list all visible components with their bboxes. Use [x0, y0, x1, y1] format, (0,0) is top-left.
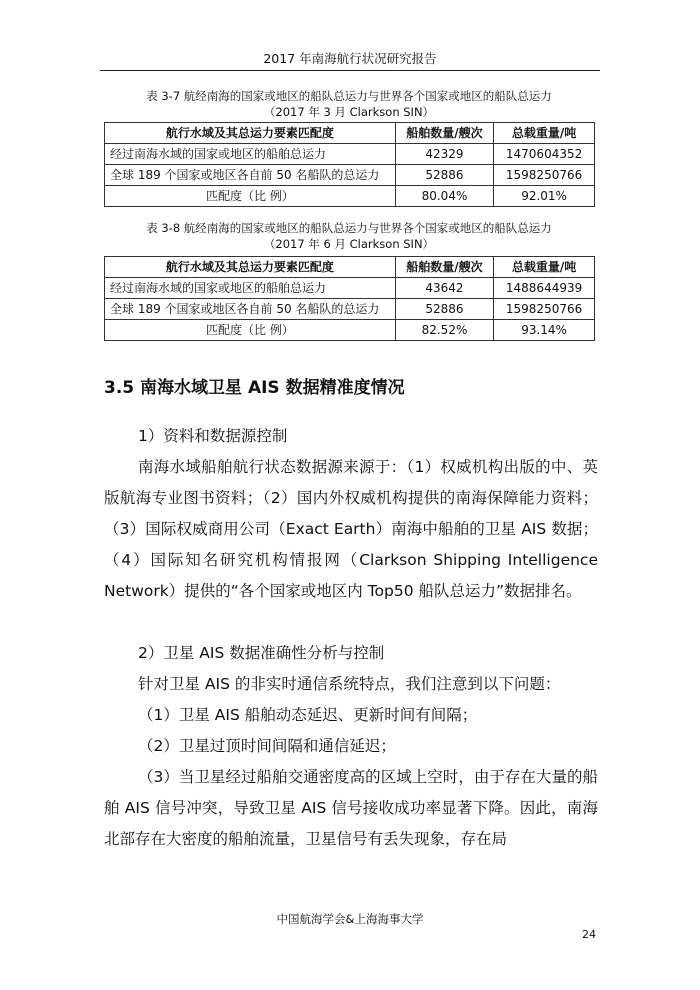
table-cell: 1598250766: [494, 165, 595, 186]
table-header-cell: 航行水域及其总运力要素匹配度: [105, 123, 396, 144]
table2-caption: 表 3-8 航经南海的国家或地区的船队总运力与世界各个国家或地区的船队总运力: [146, 221, 552, 235]
table-cell: 1470604352: [494, 144, 595, 165]
table2-subcaption: （2017 年 6 月 Clarkson SIN）: [263, 237, 435, 251]
subheading-data-source: 1）资料和数据源控制: [138, 427, 288, 445]
table-header-cell: 船舶数量/艘次: [395, 123, 493, 144]
table-cell: 匹配度（比 例）: [105, 186, 396, 207]
table-cell: 42329: [395, 144, 493, 165]
table-header-cell: 航行水域及其总运力要素匹配度: [105, 257, 396, 278]
table-cell: 93.14%: [494, 320, 595, 341]
table-row: [105, 320, 595, 341]
list-item: （3）当卫星经过船舶交通密度高的区域上空时，由于存在大量的船舶 AIS 信号冲突，导致卫星 AIS 信号接收成功率显著下降。因此，南海北部存在大密度的船舶流量，卫星信号有丢失现象，存在局: [104, 768, 598, 848]
table1-subcaption: （2017 年 3 月 Clarkson SIN）: [263, 105, 435, 119]
table-cell: 全球 189 个国家或地区各自前 50 名船队的总运力: [105, 165, 396, 186]
page-number: 24: [582, 928, 596, 941]
table-cell: 经过南海水域的国家或地区的船舶总运力: [105, 144, 396, 165]
table-row: [105, 186, 595, 207]
page-footer: 中国航海学会&上海海事大学: [276, 912, 424, 926]
page-header: 2017 年南海航行状况研究报告: [100, 50, 600, 71]
table-header-cell: 总载重量/吨: [494, 123, 595, 144]
section-heading: 3.5 南海水域卫星 AIS 数据精准度情况: [104, 378, 405, 398]
list-item: （1）卫星 AIS 船舶动态延迟、更新时间有间隔；: [138, 706, 478, 724]
table-row: [105, 144, 595, 165]
table-cell: 全球 189 个国家或地区各自前 50 名船队的总运力: [105, 299, 396, 320]
body-paragraph: 针对卫星 AIS 的非实时通信系统特点，我们注意到以下问题：: [138, 675, 561, 693]
table-cell: 匹配度（比 例）: [105, 320, 396, 341]
table-header-cell: 总载重量/吨: [494, 257, 595, 278]
table-row: [105, 165, 595, 186]
table1-caption: 表 3-7 航经南海的国家或地区的船队总运力与世界各个国家或地区的船队总运力: [146, 89, 552, 103]
table-header-row: [105, 123, 595, 144]
table2: [104, 256, 595, 341]
table-row: [105, 278, 595, 299]
table-header-row: [105, 257, 595, 278]
table-header-cell: 船舶数量/艘次: [395, 257, 493, 278]
table-cell: 80.04%: [395, 186, 493, 207]
table-cell: 1488644939: [494, 278, 595, 299]
table-cell: 1598250766: [494, 299, 595, 320]
table-cell: 52886: [395, 165, 493, 186]
table-cell: 43642: [395, 278, 493, 299]
list-item: （2）卫星过顶时间间隔和通信延迟；: [138, 737, 396, 755]
table-cell: 52886: [395, 299, 493, 320]
subheading-ais-accuracy: 2）卫星 AIS 数据准确性分析与控制: [138, 644, 385, 662]
table-cell: 82.52%: [395, 320, 493, 341]
table-row: [105, 299, 595, 320]
table1: [104, 122, 595, 207]
table-cell: 经过南海水域的国家或地区的船舶总运力: [105, 278, 396, 299]
body-paragraph: 南海水域船舶航行状态数据源来源于：（1）权威机构出版的中、英版航海专业图书资料；（2）国内外权威机构提供的南海保障能力资料；（3）国际权威商用公司（Exact Earth）南海中船舶的卫星 AIS 数据；（4）国际知名研究机构情报网（Clarkson Shipping Intelligence Network）提供的“各个国家或地区内 Top50 船队总运力”数据排名。: [104, 458, 598, 600]
table-cell: 92.01%: [494, 186, 595, 207]
